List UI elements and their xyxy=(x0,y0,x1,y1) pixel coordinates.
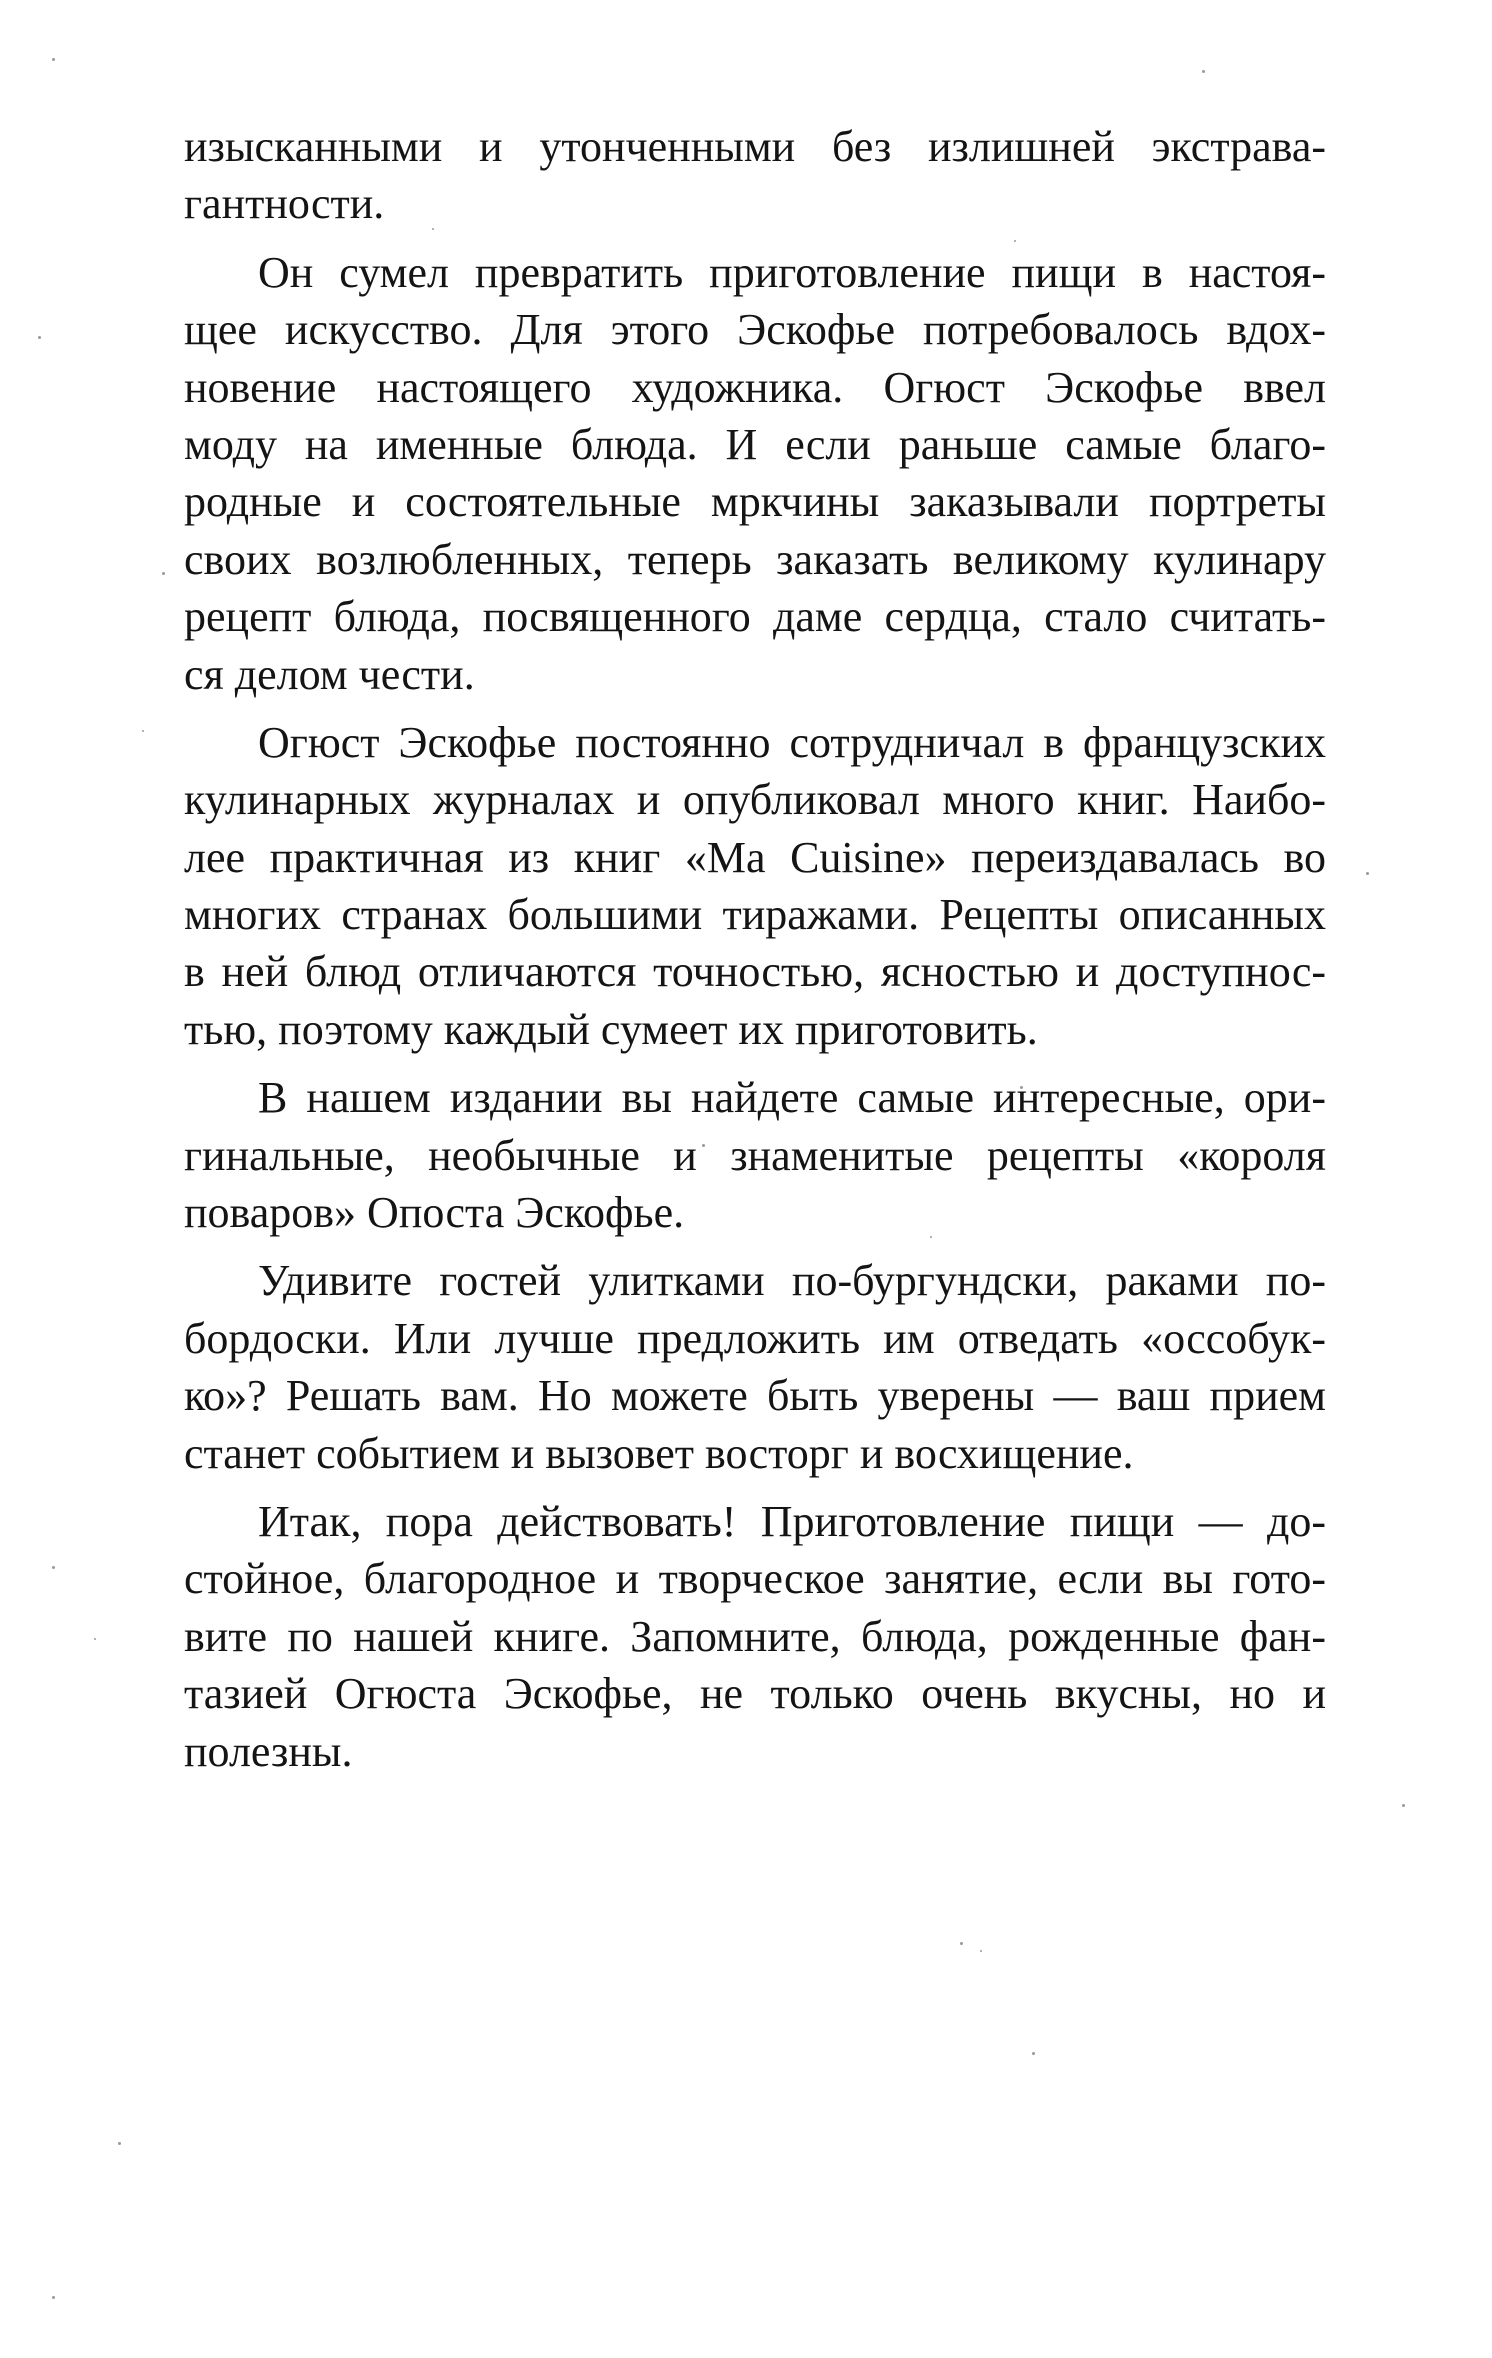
paragraph xyxy=(184,714,1326,1058)
text-line: ся делом чести. xyxy=(184,649,475,699)
text-line: изысканными и утонченными без излишней экстрава- xyxy=(184,122,1326,171)
text-line: вите по нашей книге. Запомните, блюда, рожденные фан- xyxy=(184,1611,1326,1661)
text-line: Итак, пора действовать! Приготовление пищи — до- xyxy=(258,1496,1326,1546)
text-line: гантности. xyxy=(184,179,385,229)
scan-speck xyxy=(1402,1804,1405,1807)
scan-speck xyxy=(38,336,41,339)
text-line: в ней блюд отличаются точностью, ясностью и доступнос- xyxy=(184,947,1326,997)
scan-speck xyxy=(52,1566,55,1569)
scan-speck xyxy=(162,572,165,575)
text-line: рецепт блюда, посвященного даме сердца, стало считать- xyxy=(184,592,1326,642)
text-line: кулинарных журналах и опубликовал много книг. Наибо- xyxy=(184,775,1326,825)
scan-speck xyxy=(1032,2052,1035,2055)
paragraph xyxy=(184,118,1326,233)
paragraph xyxy=(184,1069,1326,1241)
scan-speck xyxy=(118,2142,121,2145)
paragraph xyxy=(184,1493,1326,1780)
text-line: Удивите гостей улитками по-бургундски, раками по- xyxy=(258,1256,1326,1306)
body-text xyxy=(184,118,1326,1780)
scan-speck xyxy=(142,730,144,732)
text-line: многих странах большими тиражами. Рецепты описанных xyxy=(184,890,1326,940)
scan-speck xyxy=(52,58,55,61)
text-line: гинальные, необычные и знаменитые рецепты «короля xyxy=(184,1130,1326,1180)
text-line: В нашем издании вы найдете самые интересные, ори- xyxy=(258,1073,1326,1123)
text-line: щее искусство. Для этого Эскофье потребовалось вдох- xyxy=(184,305,1326,355)
text-line: моду на именные блюда. И если раньше самые благо- xyxy=(184,419,1326,469)
text-line: станет событием и вызовет восторг и восхищение. xyxy=(184,1428,1134,1478)
scan-speck xyxy=(94,1638,96,1640)
scan-speck xyxy=(52,2296,55,2299)
text-line: своих возлюбленных, теперь заказать великому кулинару xyxy=(184,534,1326,584)
text-line: Огюст Эскофье постоянно сотрудничал в французских xyxy=(258,717,1326,767)
text-line: тью, поэтому каждый сумеет их приготовить. xyxy=(184,1004,1038,1054)
text-line: лее практичная из книг «Ma Cuisine» переиздавалась во xyxy=(184,832,1326,882)
text-line: поваров» Опоста Эскофье. xyxy=(184,1188,685,1238)
text-line: тазией Огюста Эскофье, не только очень вкусны, но и xyxy=(184,1669,1326,1719)
scan-speck xyxy=(1366,872,1369,875)
paragraph xyxy=(184,1252,1326,1482)
text-line: родные и состоятельные мркчины заказывали портреты xyxy=(184,477,1326,527)
text-line: Он сумел превратить приготовление пищи в настоя- xyxy=(258,247,1326,297)
text-line: стойное, благородное и творческое занятие, если вы гото- xyxy=(184,1554,1326,1604)
paragraph xyxy=(184,244,1326,703)
text-line: бордоски. Или лучше предложить им отведать «оссобук- xyxy=(184,1313,1326,1363)
scan-speck xyxy=(1202,70,1205,73)
text-line: ко»? Решать вам. Но можете быть уверены — ваш прием xyxy=(184,1371,1326,1421)
text-line: новение настоящего художника. Огюст Эскофье ввел xyxy=(184,362,1326,412)
scan-speck xyxy=(960,1942,963,1945)
text-line: полезны. xyxy=(184,1726,353,1776)
scan-speck xyxy=(980,1950,982,1952)
